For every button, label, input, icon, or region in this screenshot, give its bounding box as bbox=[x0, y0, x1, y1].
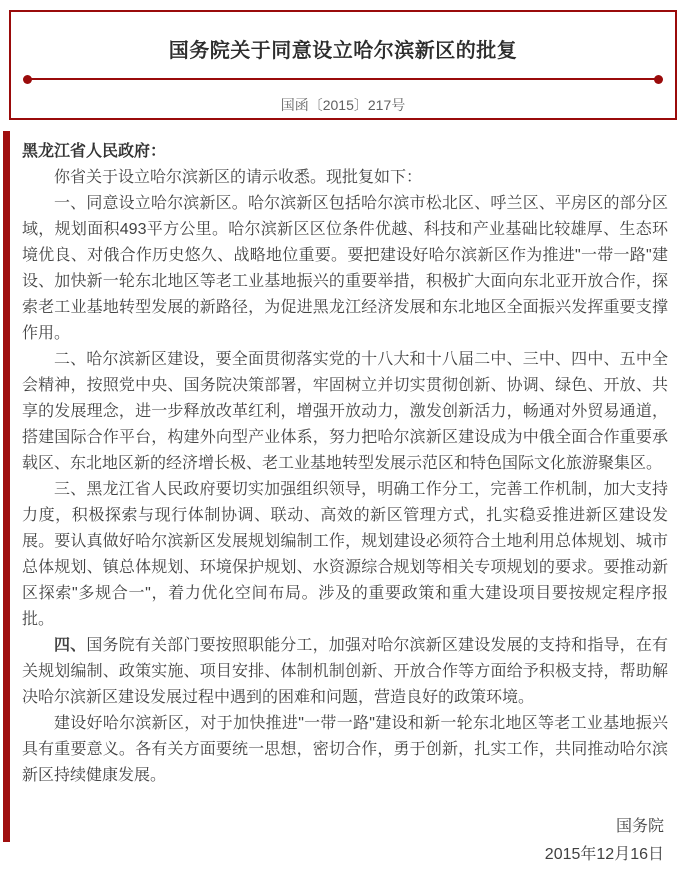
paragraph-item-2 bbox=[22, 347, 668, 477]
divider-dot-left-icon bbox=[23, 75, 32, 84]
signature-block bbox=[22, 813, 668, 869]
paragraph-text: 建设好哈尔滨新区，对于加快推进"一带一路"建设和新一轮东北地区等老工业基地振兴具有重要意义。各有关方面要统一思想，密切合作，勇于创新，扎实工作，共同推动哈尔滨新区持续健康发展。 bbox=[22, 715, 668, 784]
paragraph-item-1 bbox=[22, 191, 668, 347]
paragraph-item-3 bbox=[22, 477, 668, 633]
paragraph-text: 二、哈尔滨新区建设，要全面贯彻落实党的十八大和十八届二中、三中、四中、五中全会精神，按照党中央、国务院决策部署，牢固树立并切实贯彻创新、协调、绿色、开放、共享的发展理念，进一步释放改革红利，增强开放动力，激发创新活力，畅通对外贸易通道，搭建国际合作平台，构建外向型产业体系，努力把哈尔滨新区建设成为中俄全面合作重要承载区、东北地区新的经济增长极、老工业基地转型发展示范区和特色国际文化旅游聚集区。 bbox=[22, 351, 668, 472]
paragraph-item-4 bbox=[22, 633, 668, 711]
paragraph-closing bbox=[22, 711, 668, 789]
paragraph-text: 一、同意设立哈尔滨新区。哈尔滨新区包括哈尔滨市松北区、呼兰区、平房区的部分区域，规划面积493平方公里。哈尔滨新区区位条件优越、科技和产业基础比较雄厚、生态环境优良、对俄合作历史悠久、战略地位重要。要把建设好哈尔滨新区作为推进"一带一路"建设、加快新一轮东北地区等老工业基地振兴的重要举措，积极扩大面向东北亚开放合作，探索老工业基地转型发展的新路径，为促进黑龙江经济发展和东北地区全面振兴发挥重要支撑作用。 bbox=[22, 195, 668, 342]
left-accent-bar bbox=[3, 131, 10, 842]
paragraph-number: 四、 bbox=[54, 637, 87, 654]
divider-dot-right-icon bbox=[654, 75, 663, 84]
salutation: 黑龙江省人民政府： bbox=[22, 143, 167, 160]
document-header bbox=[9, 10, 677, 120]
document-body bbox=[22, 139, 668, 869]
paragraph-text: 国务院有关部门要按照职能分工，加强对哈尔滨新区建设发展的支持和指导，在有关规划编制、政策实施、项目安排、体制机制创新、开放合作等方面给予积极支持，帮助解决哈尔滨新区建设发展过程中遇到的困难和问题，营造良好的政策环境。 bbox=[22, 637, 668, 706]
document-title: 国务院关于同意设立哈尔滨新区的批复 bbox=[168, 40, 518, 62]
paragraph-text: 你省关于设立哈尔滨新区的请示收悉。现批复如下： bbox=[54, 169, 423, 186]
signature-issuer: 国务院 bbox=[615, 818, 664, 835]
paragraph-intro bbox=[22, 165, 668, 191]
title-divider bbox=[24, 78, 662, 80]
signature-date: 2015年12月16日 bbox=[544, 846, 664, 863]
document-number: 国函〔2015〕217号 bbox=[280, 97, 406, 113]
paragraph-text: 三、黑龙江省人民政府要切实加强组织领导，明确工作分工，完善工作机制，加大支持力度，积极探索与现行体制协调、联动、高效的新区管理方式，扎实稳妥推进新区建设发展。要认真做好哈尔滨新区发展规划编制工作，规划建设必须符合土地利用总体规划、城市总体规划、镇总体规划、环境保护规划、水资源综合规划等相关专项规划的要求。要推动新区探索"多规合一"，着力优化空间布局。涉及的重要政策和重大建设项目要按规定程序报批。 bbox=[22, 481, 668, 628]
